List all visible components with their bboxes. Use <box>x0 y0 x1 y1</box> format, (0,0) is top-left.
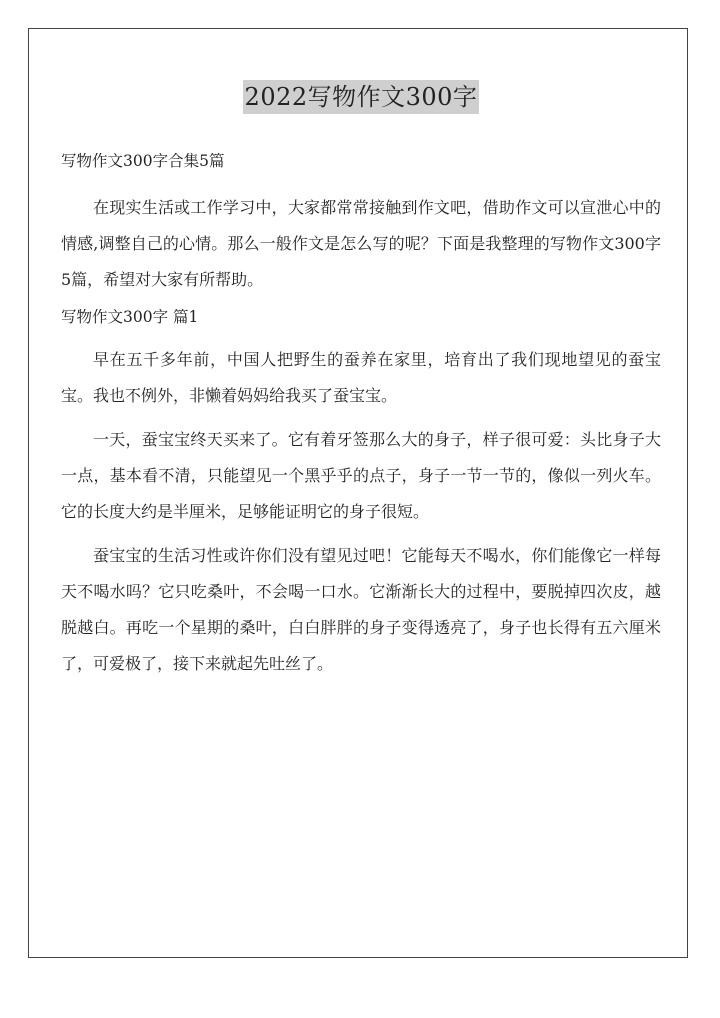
intro-paragraph: 在现实生活或工作学习中，大家都常常接触到作文吧，借助作文可以宣泄心中的情感,调整自己的心情。那么一般作文是怎么写的呢？下面是我整理的写物作文300字5篇，希望对大家有所帮助。 <box>61 198 661 289</box>
body-paragraph-3: 蚕宝宝的生活习性或许你们没有望见过吧！它能每天不喝水，你们能像它一样每天不喝水吗？它只吃桑叶，不会喝一口水。它渐渐长大的过程中，要脱掉四次皮，越脱越白。再吃一个星期的桑叶，白白胖胖的身子变得透亮了，身子也长得有五六厘米了，可爱极了，接下来就起先吐丝了。 <box>61 546 661 673</box>
document-subtitle: 写物作文300字合集5篇 <box>61 152 225 170</box>
title-wrapper <box>61 80 661 120</box>
document-title: 2022写物作文300字 <box>243 80 480 114</box>
body-paragraph-2: 一天，蚕宝宝终天买来了。它有着牙签那么大的身子，样子很可爱：头比身子大一点，基本看不清，只能望见一个黑乎乎的点子，身子一节一节的，像似一列火车。它的长度大约是半厘米，足够能证明它的身子很短。 <box>61 430 661 521</box>
section-heading-1: 写物作文300字 篇1 <box>61 308 199 326</box>
body-paragraph-1: 早在五千多年前，中国人把野生的蚕养在家里，培育出了我们现地望见的蚕宝宝。我也不例外，非懒着妈妈给我买了蚕宝宝。 <box>61 350 661 405</box>
document-body <box>61 80 661 690</box>
